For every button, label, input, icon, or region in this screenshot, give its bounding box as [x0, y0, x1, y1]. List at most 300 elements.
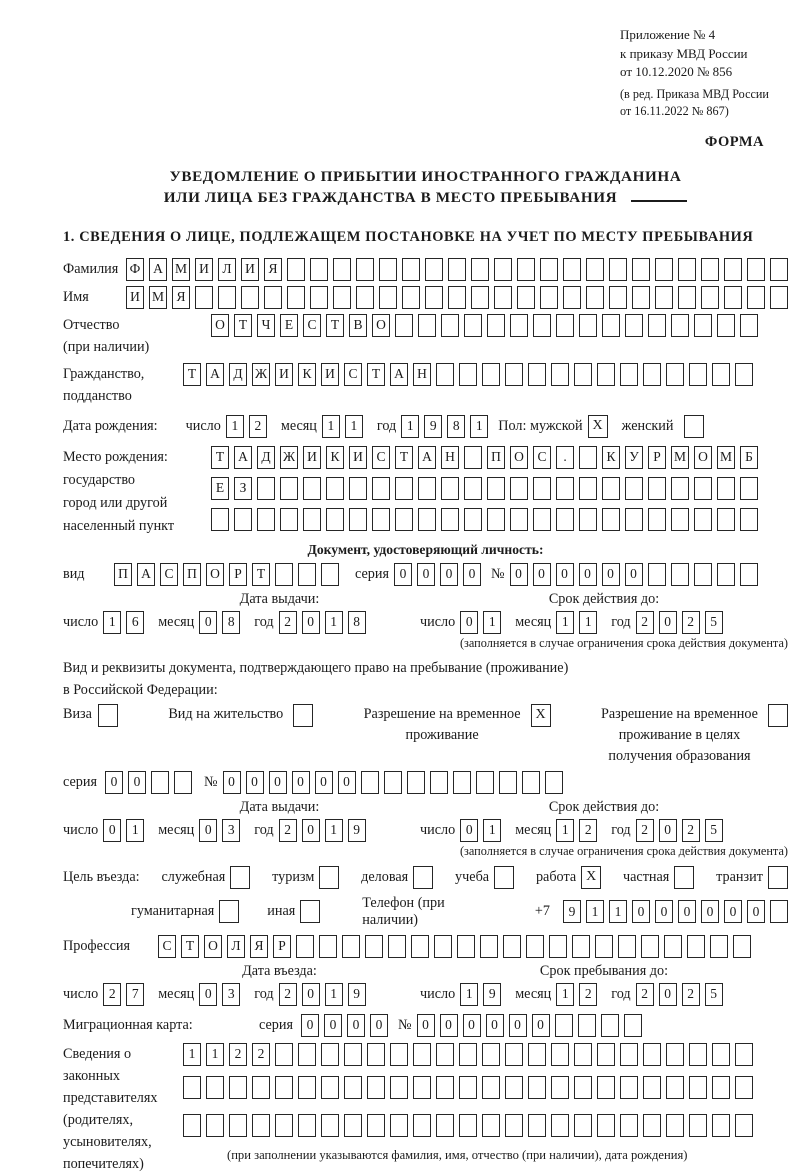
form-cell[interactable]: 1: [556, 611, 574, 634]
form-cell[interactable]: [459, 1043, 477, 1066]
form-cell[interactable]: [712, 1043, 730, 1066]
form-cell[interactable]: 9: [348, 819, 366, 842]
form-cell[interactable]: [694, 563, 712, 586]
form-cell[interactable]: 1: [206, 1043, 224, 1066]
form-cell[interactable]: 9: [563, 900, 581, 923]
form-cell[interactable]: 6: [126, 611, 144, 634]
form-cell[interactable]: Б: [740, 446, 758, 469]
form-cell[interactable]: [551, 1076, 569, 1099]
form-cell[interactable]: [418, 508, 436, 531]
form-cell[interactable]: 2: [636, 819, 654, 842]
form-cell[interactable]: 0: [602, 563, 620, 586]
form-cell[interactable]: [540, 258, 558, 281]
form-cell[interactable]: 1: [322, 415, 340, 438]
form-cell[interactable]: 0: [659, 819, 677, 842]
form-cell[interactable]: [712, 1114, 730, 1137]
form-cell[interactable]: 0: [103, 819, 121, 842]
form-cell[interactable]: 2: [579, 983, 597, 1006]
form-cell[interactable]: [298, 1114, 316, 1137]
edu-residence-permit-checkbox[interactable]: [768, 704, 788, 727]
form-cell[interactable]: [499, 771, 517, 794]
form-cell[interactable]: С: [158, 935, 176, 958]
form-cell[interactable]: [517, 286, 535, 309]
form-cell[interactable]: И: [303, 446, 321, 469]
form-cell[interactable]: 0: [747, 900, 765, 923]
form-cell[interactable]: [526, 935, 544, 958]
form-cell[interactable]: 5: [705, 611, 723, 634]
form-cell[interactable]: [533, 314, 551, 337]
form-cell[interactable]: 7: [126, 983, 144, 1006]
form-cell[interactable]: [418, 477, 436, 500]
form-cell[interactable]: [344, 1076, 362, 1099]
form-cell[interactable]: [648, 314, 666, 337]
form-cell[interactable]: Ж: [280, 446, 298, 469]
form-cell[interactable]: Д: [257, 446, 275, 469]
form-cell[interactable]: [303, 508, 321, 531]
form-cell[interactable]: [494, 258, 512, 281]
form-cell[interactable]: [632, 286, 650, 309]
form-cell[interactable]: [411, 935, 429, 958]
form-cell[interactable]: 1: [483, 611, 501, 634]
form-cell[interactable]: [441, 314, 459, 337]
form-cell[interactable]: [556, 314, 574, 337]
form-cell[interactable]: 0: [338, 771, 356, 794]
form-cell[interactable]: [710, 935, 728, 958]
form-cell[interactable]: [459, 363, 477, 386]
form-cell[interactable]: [597, 1114, 615, 1137]
form-cell[interactable]: 0: [128, 771, 146, 794]
form-cell[interactable]: И: [195, 258, 213, 281]
form-cell[interactable]: [407, 771, 425, 794]
form-cell[interactable]: 0: [533, 563, 551, 586]
form-cell[interactable]: 0: [302, 611, 320, 634]
form-cell[interactable]: Т: [326, 314, 344, 337]
form-cell[interactable]: [528, 1043, 546, 1066]
form-cell[interactable]: [510, 477, 528, 500]
form-cell[interactable]: [735, 363, 753, 386]
form-cell[interactable]: [648, 477, 666, 500]
form-cell[interactable]: [234, 508, 252, 531]
form-cell[interactable]: [735, 1114, 753, 1137]
form-cell[interactable]: [620, 363, 638, 386]
form-cell[interactable]: [174, 771, 192, 794]
form-cell[interactable]: [717, 508, 735, 531]
form-cell[interactable]: [367, 1114, 385, 1137]
form-cell[interactable]: [701, 286, 719, 309]
form-cell[interactable]: [413, 1043, 431, 1066]
form-cell[interactable]: [413, 1076, 431, 1099]
form-cell[interactable]: [689, 1076, 707, 1099]
form-cell[interactable]: [556, 477, 574, 500]
form-cell[interactable]: 0: [315, 771, 333, 794]
form-cell[interactable]: [321, 1043, 339, 1066]
form-cell[interactable]: [549, 935, 567, 958]
form-cell[interactable]: Т: [211, 446, 229, 469]
form-cell[interactable]: [183, 1114, 201, 1137]
form-cell[interactable]: Я: [250, 935, 268, 958]
purpose-tourism-checkbox[interactable]: [319, 866, 339, 889]
form-cell[interactable]: [579, 508, 597, 531]
form-cell[interactable]: [252, 1114, 270, 1137]
form-cell[interactable]: [372, 508, 390, 531]
form-cell[interactable]: Ч: [257, 314, 275, 337]
form-cell[interactable]: 0: [463, 1014, 481, 1037]
form-cell[interactable]: 2: [249, 415, 267, 438]
form-cell[interactable]: А: [234, 446, 252, 469]
form-cell[interactable]: 0: [105, 771, 123, 794]
form-cell[interactable]: И: [321, 363, 339, 386]
form-cell[interactable]: 0: [463, 563, 481, 586]
form-cell[interactable]: 1: [556, 983, 574, 1006]
form-cell[interactable]: М: [717, 446, 735, 469]
form-cell[interactable]: [482, 1114, 500, 1137]
form-cell[interactable]: [344, 1043, 362, 1066]
form-cell[interactable]: 0: [486, 1014, 504, 1037]
form-cell[interactable]: [678, 286, 696, 309]
form-cell[interactable]: [379, 286, 397, 309]
form-cell[interactable]: [724, 258, 742, 281]
form-cell[interactable]: [471, 258, 489, 281]
form-cell[interactable]: 1: [183, 1043, 201, 1066]
form-cell[interactable]: [229, 1114, 247, 1137]
form-cell[interactable]: [510, 314, 528, 337]
form-cell[interactable]: [241, 286, 259, 309]
form-cell[interactable]: 1: [226, 415, 244, 438]
form-cell[interactable]: [257, 508, 275, 531]
form-cell[interactable]: 0: [659, 611, 677, 634]
form-cell[interactable]: [310, 286, 328, 309]
form-cell[interactable]: [418, 314, 436, 337]
form-cell[interactable]: 0: [440, 563, 458, 586]
form-cell[interactable]: [689, 1114, 707, 1137]
form-cell[interactable]: [388, 935, 406, 958]
form-cell[interactable]: [333, 258, 351, 281]
form-cell[interactable]: М: [149, 286, 167, 309]
form-cell[interactable]: [689, 1043, 707, 1066]
form-cell[interactable]: [459, 1076, 477, 1099]
form-cell[interactable]: [572, 935, 590, 958]
form-cell[interactable]: [395, 508, 413, 531]
form-cell[interactable]: [448, 258, 466, 281]
form-cell[interactable]: [356, 286, 374, 309]
form-cell[interactable]: 1: [470, 415, 488, 438]
form-cell[interactable]: 0: [223, 771, 241, 794]
form-cell[interactable]: [494, 286, 512, 309]
form-cell[interactable]: Н: [441, 446, 459, 469]
form-cell[interactable]: [597, 1043, 615, 1066]
form-cell[interactable]: [579, 314, 597, 337]
form-cell[interactable]: [643, 1114, 661, 1137]
form-cell[interactable]: С: [372, 446, 390, 469]
form-cell[interactable]: [211, 508, 229, 531]
form-cell[interactable]: С: [160, 563, 178, 586]
form-cell[interactable]: [365, 935, 383, 958]
form-cell[interactable]: [540, 286, 558, 309]
form-cell[interactable]: [303, 477, 321, 500]
purpose-other-checkbox[interactable]: [300, 900, 320, 923]
form-cell[interactable]: [296, 935, 314, 958]
form-cell[interactable]: 1: [126, 819, 144, 842]
form-cell[interactable]: З: [234, 477, 252, 500]
form-cell[interactable]: [689, 363, 707, 386]
form-cell[interactable]: [430, 771, 448, 794]
form-cell[interactable]: Н: [413, 363, 431, 386]
residence-permit-checkbox[interactable]: [293, 704, 313, 727]
form-cell[interactable]: Л: [218, 258, 236, 281]
form-cell[interactable]: [503, 935, 521, 958]
purpose-humanitarian-checkbox[interactable]: [219, 900, 239, 923]
form-cell[interactable]: [579, 477, 597, 500]
form-cell[interactable]: [310, 258, 328, 281]
form-cell[interactable]: [712, 363, 730, 386]
form-cell[interactable]: [586, 258, 604, 281]
form-cell[interactable]: К: [602, 446, 620, 469]
form-cell[interactable]: А: [206, 363, 224, 386]
form-cell[interactable]: 8: [447, 415, 465, 438]
form-cell[interactable]: 5: [705, 983, 723, 1006]
form-cell[interactable]: П: [114, 563, 132, 586]
form-cell[interactable]: Л: [227, 935, 245, 958]
form-cell[interactable]: 0: [460, 819, 478, 842]
form-cell[interactable]: [735, 1076, 753, 1099]
form-cell[interactable]: А: [149, 258, 167, 281]
form-cell[interactable]: [280, 477, 298, 500]
form-cell[interactable]: И: [126, 286, 144, 309]
form-cell[interactable]: [666, 363, 684, 386]
form-cell[interactable]: [648, 508, 666, 531]
form-cell[interactable]: [602, 508, 620, 531]
form-cell[interactable]: [666, 1114, 684, 1137]
form-cell[interactable]: [625, 477, 643, 500]
form-cell[interactable]: 0: [460, 611, 478, 634]
form-cell[interactable]: [505, 1043, 523, 1066]
form-cell[interactable]: 0: [440, 1014, 458, 1037]
form-cell[interactable]: Я: [172, 286, 190, 309]
form-cell[interactable]: [257, 477, 275, 500]
form-cell[interactable]: [425, 286, 443, 309]
form-cell[interactable]: [206, 1076, 224, 1099]
form-cell[interactable]: [275, 1076, 293, 1099]
form-cell[interactable]: [664, 935, 682, 958]
form-cell[interactable]: [643, 363, 661, 386]
form-cell[interactable]: [556, 508, 574, 531]
form-cell[interactable]: [395, 314, 413, 337]
form-cell[interactable]: [390, 1114, 408, 1137]
form-cell[interactable]: [671, 563, 689, 586]
form-cell[interactable]: [390, 1043, 408, 1066]
form-cell[interactable]: 0: [655, 900, 673, 923]
form-cell[interactable]: 0: [370, 1014, 388, 1037]
form-cell[interactable]: Р: [229, 563, 247, 586]
form-cell[interactable]: [151, 771, 169, 794]
form-cell[interactable]: [367, 1076, 385, 1099]
form-cell[interactable]: 0: [556, 563, 574, 586]
form-cell[interactable]: 3: [222, 819, 240, 842]
form-cell[interactable]: Д: [229, 363, 247, 386]
form-cell[interactable]: [275, 1043, 293, 1066]
form-cell[interactable]: [206, 1114, 224, 1137]
form-cell[interactable]: [287, 286, 305, 309]
form-cell[interactable]: [361, 771, 379, 794]
purpose-private-checkbox[interactable]: [674, 866, 694, 889]
form-cell[interactable]: 0: [678, 900, 696, 923]
form-cell[interactable]: [464, 314, 482, 337]
form-cell[interactable]: [402, 258, 420, 281]
form-cell[interactable]: [522, 771, 540, 794]
form-cell[interactable]: 1: [483, 819, 501, 842]
form-cell[interactable]: Т: [234, 314, 252, 337]
purpose-transit-checkbox[interactable]: [768, 866, 788, 889]
form-cell[interactable]: 0: [632, 900, 650, 923]
form-cell[interactable]: 2: [636, 983, 654, 1006]
form-cell[interactable]: [655, 258, 673, 281]
form-cell[interactable]: 0: [659, 983, 677, 1006]
form-cell[interactable]: 2: [579, 819, 597, 842]
form-cell[interactable]: У: [625, 446, 643, 469]
form-cell[interactable]: [671, 508, 689, 531]
form-cell[interactable]: О: [204, 935, 222, 958]
form-cell[interactable]: Т: [181, 935, 199, 958]
form-cell[interactable]: П: [183, 563, 201, 586]
form-cell[interactable]: [510, 508, 528, 531]
form-cell[interactable]: [747, 286, 765, 309]
form-cell[interactable]: [620, 1043, 638, 1066]
form-cell[interactable]: [487, 508, 505, 531]
form-cell[interactable]: [597, 1076, 615, 1099]
form-cell[interactable]: [620, 1076, 638, 1099]
form-cell[interactable]: А: [418, 446, 436, 469]
form-cell[interactable]: [717, 563, 735, 586]
form-cell[interactable]: [770, 900, 788, 923]
form-cell[interactable]: 1: [325, 819, 343, 842]
form-cell[interactable]: [457, 935, 475, 958]
form-cell[interactable]: [733, 935, 751, 958]
form-cell[interactable]: О: [211, 314, 229, 337]
form-cell[interactable]: [551, 363, 569, 386]
purpose-business-checkbox[interactable]: [413, 866, 433, 889]
form-cell[interactable]: А: [137, 563, 155, 586]
form-cell[interactable]: [618, 935, 636, 958]
form-cell[interactable]: [480, 935, 498, 958]
form-cell[interactable]: [574, 363, 592, 386]
form-cell[interactable]: [218, 286, 236, 309]
form-cell[interactable]: Р: [273, 935, 291, 958]
form-cell[interactable]: [551, 1043, 569, 1066]
form-cell[interactable]: [487, 477, 505, 500]
form-cell[interactable]: [264, 286, 282, 309]
form-cell[interactable]: 0: [417, 1014, 435, 1037]
form-cell[interactable]: [453, 771, 471, 794]
form-cell[interactable]: [601, 1014, 619, 1037]
form-cell[interactable]: 1: [579, 611, 597, 634]
form-cell[interactable]: [574, 1076, 592, 1099]
form-cell[interactable]: [326, 508, 344, 531]
form-cell[interactable]: [448, 286, 466, 309]
form-cell[interactable]: С: [344, 363, 362, 386]
form-cell[interactable]: С: [533, 446, 551, 469]
form-cell[interactable]: 2: [682, 611, 700, 634]
form-cell[interactable]: [425, 258, 443, 281]
form-cell[interactable]: [687, 935, 705, 958]
form-cell[interactable]: [476, 771, 494, 794]
form-cell[interactable]: [671, 314, 689, 337]
form-cell[interactable]: [436, 1114, 454, 1137]
form-cell[interactable]: 0: [701, 900, 719, 923]
form-cell[interactable]: [395, 477, 413, 500]
form-cell[interactable]: [384, 771, 402, 794]
form-cell[interactable]: Т: [252, 563, 270, 586]
form-cell[interactable]: [666, 1043, 684, 1066]
form-cell[interactable]: О: [694, 446, 712, 469]
form-cell[interactable]: [671, 477, 689, 500]
form-cell[interactable]: 0: [532, 1014, 550, 1037]
form-cell[interactable]: [563, 258, 581, 281]
form-cell[interactable]: [624, 1014, 642, 1037]
form-cell[interactable]: [379, 258, 397, 281]
form-cell[interactable]: [390, 1076, 408, 1099]
form-cell[interactable]: [413, 1114, 431, 1137]
form-cell[interactable]: [528, 363, 546, 386]
form-cell[interactable]: [436, 1076, 454, 1099]
form-cell[interactable]: 2: [252, 1043, 270, 1066]
form-cell[interactable]: [326, 477, 344, 500]
form-cell[interactable]: [740, 563, 758, 586]
form-cell[interactable]: [717, 477, 735, 500]
form-cell[interactable]: [505, 1114, 523, 1137]
form-cell[interactable]: 8: [222, 611, 240, 634]
form-cell[interactable]: [555, 1014, 573, 1037]
form-cell[interactable]: [298, 1043, 316, 1066]
form-cell[interactable]: [694, 314, 712, 337]
form-cell[interactable]: [464, 508, 482, 531]
form-cell[interactable]: [620, 1114, 638, 1137]
form-cell[interactable]: [356, 258, 374, 281]
form-cell[interactable]: 9: [424, 415, 442, 438]
purpose-study-checkbox[interactable]: [494, 866, 514, 889]
form-cell[interactable]: [551, 1114, 569, 1137]
form-cell[interactable]: Ж: [252, 363, 270, 386]
form-cell[interactable]: [349, 508, 367, 531]
form-cell[interactable]: А: [390, 363, 408, 386]
form-cell[interactable]: 1: [609, 900, 627, 923]
temp-residence-permit-checkbox[interactable]: X: [531, 704, 551, 727]
form-cell[interactable]: [694, 508, 712, 531]
form-cell[interactable]: 1: [103, 611, 121, 634]
form-cell[interactable]: [195, 286, 213, 309]
form-cell[interactable]: 5: [705, 819, 723, 842]
form-cell[interactable]: [724, 286, 742, 309]
form-cell[interactable]: [609, 258, 627, 281]
form-cell[interactable]: И: [275, 363, 293, 386]
form-cell[interactable]: [349, 477, 367, 500]
form-cell[interactable]: 8: [348, 611, 366, 634]
form-cell[interactable]: 0: [417, 563, 435, 586]
form-cell[interactable]: [717, 314, 735, 337]
form-cell[interactable]: [701, 258, 719, 281]
form-cell[interactable]: [528, 1114, 546, 1137]
form-cell[interactable]: [367, 1043, 385, 1066]
form-cell[interactable]: М: [671, 446, 689, 469]
form-cell[interactable]: 0: [579, 563, 597, 586]
sex-male-checkbox[interactable]: X: [588, 415, 608, 438]
form-cell[interactable]: 0: [292, 771, 310, 794]
form-cell[interactable]: [602, 314, 620, 337]
form-cell[interactable]: [402, 286, 420, 309]
form-cell[interactable]: [666, 1076, 684, 1099]
form-cell[interactable]: 0: [269, 771, 287, 794]
form-cell[interactable]: [641, 935, 659, 958]
form-cell[interactable]: Т: [395, 446, 413, 469]
